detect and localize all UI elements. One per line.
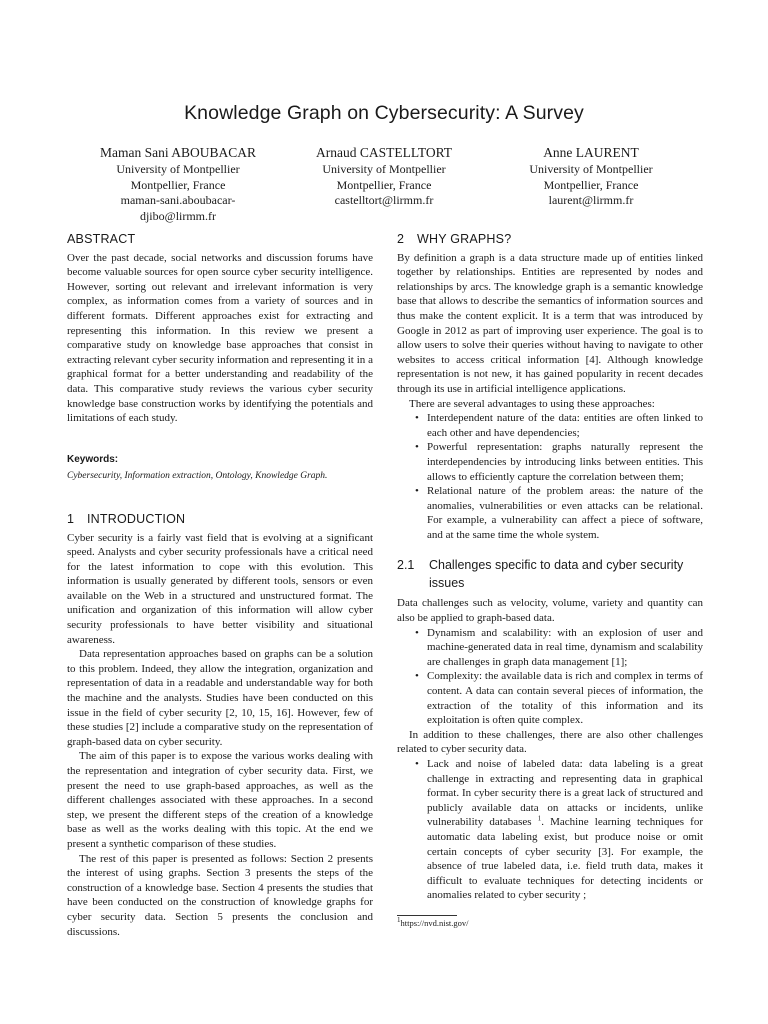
author-email[interactable]: maman-sani.aboubacar- <box>120 193 236 207</box>
challenges-paragraph-1: Data challenges such as velocity, volume, variety and quantity can also be applied to graph-based data. <box>397 597 703 625</box>
why-paragraph-1: By definition a graph is a data structure made up of entities linked together by relationships. Entities are represented by nodes and relationships by arcs. The knowledge graph is a semantic knowledge base that allows to describe the semantics of information sources and thus make the content explicit. It is a term that was introduced by Google in 2012 as part of improving user experience. The goal is to allow users to solve their queries without having to navigate to other websites to access critical information [4]. Although knowledge representation is not new, it has gained popularity in recent decades through its use in artificial intelligence applications. <box>397 251 703 395</box>
section-heading-why-graphs <box>397 232 703 247</box>
list-item-text-end: . Machine learning techniques for automatic data labeling exist, but produce noise or omit certain concepts of cyber security [3]. For example, the absence of true labeled data, i.e. field truth data, makes it difficult to evaluate techniques for detecting incidents or anomalies related to cyber security ; <box>427 816 704 902</box>
list-item-text-start: Lack and noise of labeled data: data labeling is a great challenge in extracting and representing data in graphical format. In cyber security there is a great lack of structured and publicly available data on attacks or incidents, unlike vulnerability databases <box>427 758 703 829</box>
bullet-icon: • <box>415 441 419 454</box>
subsection-number: 2.1 <box>397 558 415 573</box>
bullet-icon: • <box>415 670 419 683</box>
challenges-paragraph-2: In addition to these challenges, there are also other challenges related to cyber security data. <box>397 728 703 756</box>
author-name: Maman Sani ABOUBACAR <box>99 145 256 160</box>
left-column <box>67 232 373 939</box>
bullet-icon: • <box>415 412 419 425</box>
list-item-text: Complexity: the available data is rich and complex in terms of content. A data can contain several pieces of information, the extraction of the totality of this information and its exploitation is often quite complex. <box>427 670 703 727</box>
challenges-list <box>397 626 703 728</box>
footnote-link[interactable]: https://nvd.nist.gov/ <box>400 917 469 928</box>
list-item <box>415 669 703 727</box>
footnote-reference[interactable]: 1 <box>537 814 542 823</box>
bullet-icon: • <box>415 626 419 639</box>
author-affiliation: University of Montpellier <box>322 162 446 176</box>
list-item-text: Relational nature of the problem areas: the nature of the anomalies, vulnerabilities or even attacks can be relational. For example, a vulnerability can affect a piece of software, and at the same time the whole system. <box>427 485 703 541</box>
list-item-text: Dynamism and scalability: with an explosion of user and machine-generated data in real time, dynamism and scalability are challenges in graph data management [1]; <box>427 626 703 668</box>
paper-title: Knowledge Graph on Cybersecurity: A Survey <box>184 102 584 124</box>
subsection-title: Challenges specific to data and cyber security issues <box>429 558 684 591</box>
intro-paragraph-2: Data representation approaches based on graphs can be a solution to this problem. Indeed, they allow the integration, organization and representation of data in a readable and understandable way for both the machine and the analysts. Studies have been conducted on this issue in the field of cyber security [2, 10, 15, 16]. However, few of these studies [2] include a comparative study on the representation of graph-based data on cyber security. <box>67 648 373 748</box>
abstract-heading: ABSTRACT <box>67 232 136 246</box>
author-location: Montpellier, France <box>336 177 432 192</box>
abstract-text: Over the past decade, social networks and discussion forums have become valuable sources for open source cyber security intelligence. However, sorting out relevant and irrelevant information is very complex, as information comes from a variety of sources and in different formats. Different approaches exist for extracting and representing this information. In this review we present a comparative study on knowledge base approaches that consist in extracting relevant cyber security information and representing it in a graphical format for a better understanding and readability of the data. This comparative study reviews the various cyber security knowledge base construction works by identifying the potentials and limitations of each study. <box>67 251 373 425</box>
advantages-list <box>397 411 703 542</box>
author-location: Montpellier, France <box>130 177 226 192</box>
author-email[interactable]: castelltort@lirmm.fr <box>334 193 434 207</box>
author-email-continued[interactable]: djibo@lirmm.fr <box>139 208 217 223</box>
subsection-heading-challenges <box>397 556 703 592</box>
bullet-icon: • <box>415 485 419 498</box>
author-block-1 <box>73 144 283 224</box>
list-item <box>415 411 703 440</box>
intro-paragraph-4: The rest of this paper is presented as follows: Section 2 presents the interest of using graphs. Section 3 presents the steps of the construction of a knowledge base. Section 4 presents the studies that have been conducted on the construction of knowledge graphs for cyber security data. Section 5 presents the conclusion and discussions. <box>67 852 373 938</box>
footnote <box>397 918 703 929</box>
section-title: INTRODUCTION <box>87 511 186 526</box>
footnote-mark: 1 <box>397 916 401 925</box>
right-column <box>397 232 703 929</box>
keywords-text: Cybersecurity, Information extraction, Ontology, Knowledge Graph. <box>67 471 328 482</box>
author-name: Anne LAURENT <box>543 145 639 160</box>
section-number: 1 <box>67 511 75 526</box>
intro-paragraph-1: Cyber security is a fairly vast field that is evolving at a significant speed. Analysts and cyber security professionals have a critical need for the latest information to cope with this evolution. This information is usually generated by different tools, sensors or even available on the Web in a structured and unstructured format. The unification and organization of this information will allow cyber security professionals to have better visibility and situational awareness. <box>67 531 373 646</box>
why-paragraph-2: There are several advantages to using these approaches: <box>409 397 655 410</box>
data-challenges-list <box>397 757 703 903</box>
author-block-3 <box>486 144 696 209</box>
intro-paragraph-3: The aim of this paper is to expose the various works dealing with the representation and integration of cyber security data. First, we present the need to use graph-based approaches, as well as the different challenges associated with these approaches. In a second step, we present the different steps of the creation of a knowledge base as well as the works dealing with this topic. At the end we present a synthetic comparison of these studies. <box>67 750 373 850</box>
section-number: 2 <box>397 232 405 246</box>
author-affiliation: University of Montpellier <box>116 162 240 176</box>
section-heading-introduction <box>67 512 373 527</box>
author-block-2 <box>279 144 489 209</box>
list-item-text: Interdependent nature of the data: entities are often linked to each other and have dependencies; <box>427 412 703 439</box>
footnote-divider <box>397 915 457 916</box>
list-item <box>415 757 704 903</box>
list-item <box>415 440 703 484</box>
list-item-text: Powerful representation: graphs naturally represent the interdependencies by introducing links between entities. This allows to efficiently capture the correlation between them; <box>427 441 703 483</box>
list-item <box>415 484 703 542</box>
author-name: Arnaud CASTELLTORT <box>315 145 453 160</box>
keywords-heading: Keywords: <box>67 453 119 465</box>
author-email[interactable]: laurent@lirmm.fr <box>548 193 634 207</box>
author-affiliation: University of Montpellier <box>529 162 653 176</box>
list-item <box>415 626 703 670</box>
author-location: Montpellier, France <box>543 177 639 192</box>
bullet-icon: • <box>415 758 419 770</box>
section-title: WHY GRAPHS? <box>417 232 512 246</box>
